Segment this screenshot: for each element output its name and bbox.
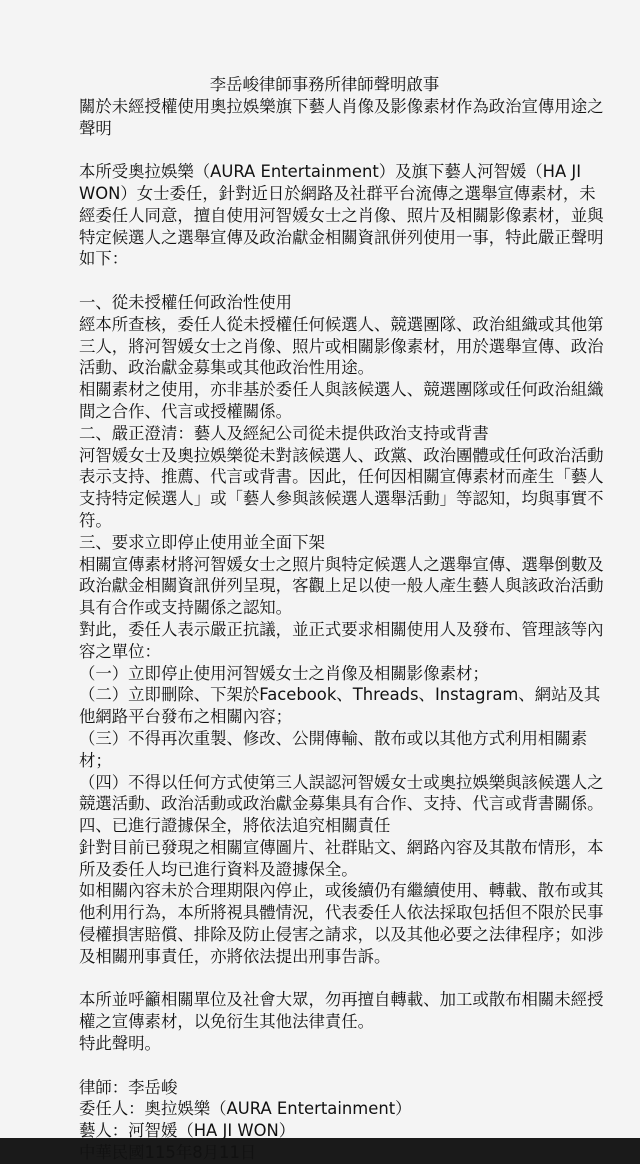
signature-client: 委任人：奧拉娛樂（AURA Entertainment） [79, 1099, 412, 1119]
intro-paragraph: 本所受奧拉娛樂（AURA Entertainment）及旗下藝人河智媛（HA JI WON）女士委任，針對近日於網路及社群平台流傳之選舉宣傳素材，未經委任人同意，擅自使用河智媛女士之肖像、照片及相關影像素材，並與特定候選人之選舉宣傳及政治獻金相關資訊併列使用一事，特此嚴正聲明如下： [79, 162, 604, 269]
section-4-paragraph-1: 針對目前已發現之相關宣傳圖片、社群貼文、網路內容及其散布情形，本所及委任人均已進行資料及證據保全。 [79, 837, 604, 879]
signature-lawyer: 律師：李岳峻 [79, 1077, 178, 1097]
closing-statement: 特此聲明。 [79, 1034, 161, 1054]
section-3-item-4: （四）不得以任何方式使第三人誤認河智媛女士或奧拉娛樂與該候選人之競選活動、政治活動或政治獻金募集具有合作、支持、代言或背書關係。 [79, 772, 604, 814]
spacer [79, 139, 610, 161]
section-2-heading: 二、嚴正澄清：藝人及經紀公司從未提供政治支持或背書 [79, 423, 489, 443]
section-3-item-3: （三）不得再次重製、修改、公開傳輸、散布或以其他方式利用相關素材； [79, 728, 588, 770]
signature-date: 中華民國115年8月11日 [79, 1143, 257, 1163]
closing-paragraph: 本所並呼籲相關單位及社會大眾，勿再擅自轉載、加工或散布相關未經授權之宣傳素材，以免衍生其他法律責任。 [79, 990, 604, 1032]
signature-artist: 藝人：河智媛（HA JI WON） [79, 1121, 296, 1141]
section-3-paragraph-1: 相關宣傳素材將河智媛女士之照片與特定候選人之選舉宣傳、選舉倒數及政治獻金相關資訊併列呈現，客觀上足以使一般人產生藝人與該政治活動具有合作或支持關係之認知。 [79, 554, 604, 618]
section-3-heading: 三、要求立即停止使用並全面下架 [79, 532, 325, 552]
section-2-paragraph-1: 河智媛女士及奧拉娛樂從未對該候選人、政黨、政治團體或任何政治活動表示支持、推薦、代言或背書。因此，任何因相關宣傳素材而產生「藝人支持特定候選人」或「藝人參與該候選人選舉活動」等認知，均與事實不符。 [79, 445, 604, 530]
section-3-item-1: （一）立即停止使用河智媛女士之肖像及相關影像素材； [79, 663, 489, 683]
spacer [79, 968, 610, 990]
section-1-heading: 一、從未授權任何政治性使用 [79, 292, 293, 312]
document-title: 李岳峻律師事務所律師聲明啟事 [209, 75, 440, 94]
section-3-item-2: （二）立即刪除、下架於Facebook、Threads、Instagram、網站及其他網路平台發布之相關內容； [79, 685, 601, 727]
section-3-paragraph-2: 對此，委任人表示嚴正抗議，並正式要求相關使用人及發布、管理該等內容之單位： [79, 619, 604, 661]
document-subtitle: 關於未經授權使用奧拉娛樂旗下藝人肖像及影像素材作為政治宣傳用途之聲明 [79, 96, 604, 138]
section-1-paragraph-1: 經本所查核，委任人從未授權任何候選人、競選團隊、政治組織或其他第三人，將河智媛女士之肖像、照片或相關影像素材，用於選舉宣傳、政治活動、政治獻金募集或其他政治性用途。 [79, 314, 604, 378]
section-4-heading: 四、已進行證據保全，將依法追究相關責任 [79, 816, 391, 836]
spacer [79, 1055, 610, 1077]
spacer [79, 270, 610, 292]
section-1-paragraph-2: 相關素材之使用，亦非基於委任人與該候選人、競選團隊或任何政治組織間之合作、代言或授權關係。 [79, 380, 604, 421]
section-4-paragraph-2: 如相關內容未於合理期限內停止，或後續仍有繼續使用、轉載、散布或其他利用行為，本所將視具體情況，代表委任人依法採取包括但不限於民事侵權損害賠償、排除及防止侵害之請求，以及其他必要之法律程序；如涉及相關刑事責任，亦將依法提出刑事告訴。 [79, 881, 604, 966]
